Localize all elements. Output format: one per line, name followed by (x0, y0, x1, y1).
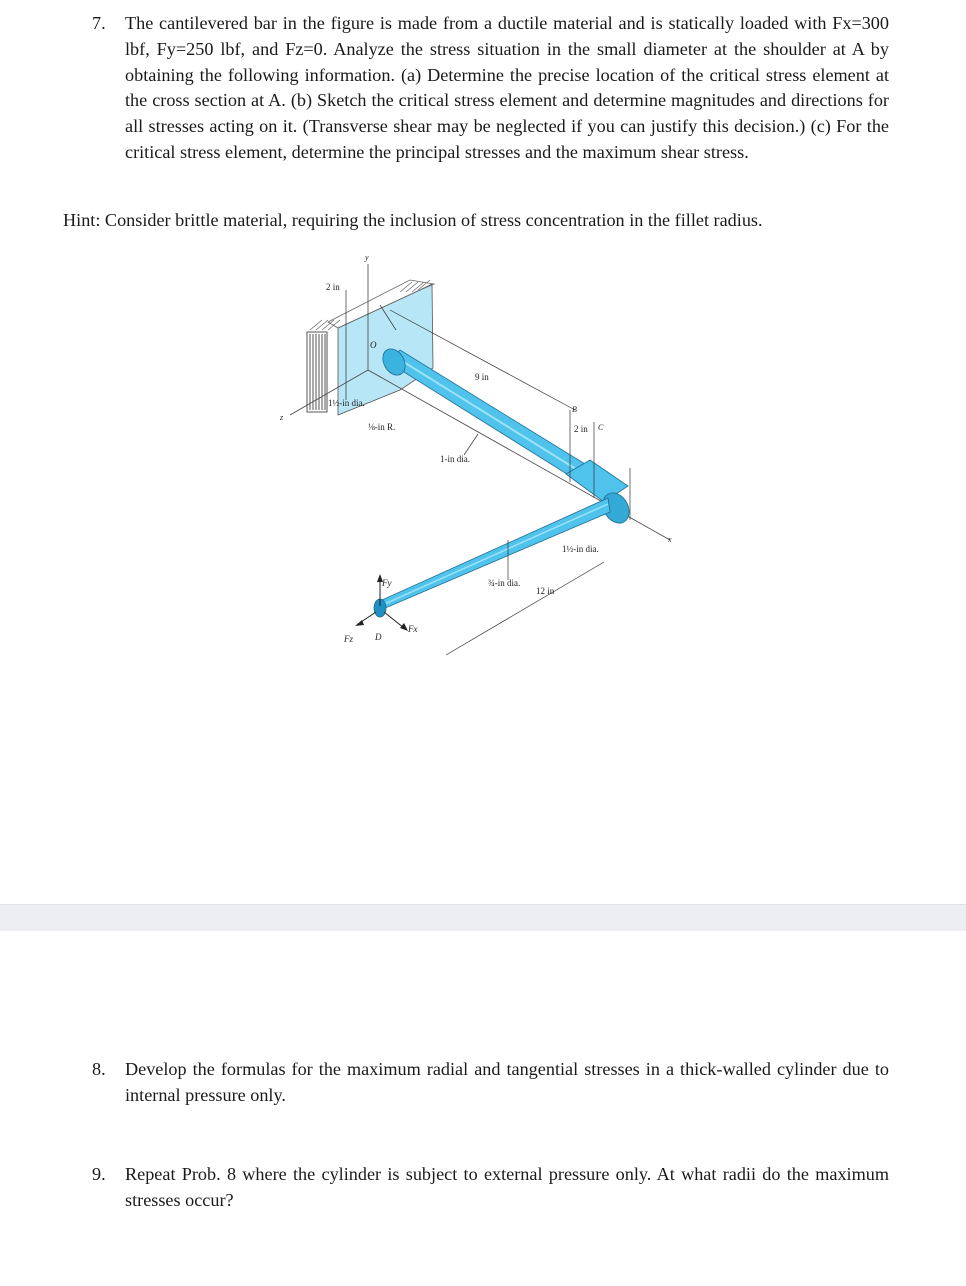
force-Fz: Fz (344, 634, 353, 644)
point-B: B (572, 405, 577, 414)
wall-support (338, 284, 433, 415)
x-axis-label: x (668, 535, 672, 544)
dim-2in-bc: 2 in (574, 424, 588, 434)
problem-7-number: 7. (92, 13, 106, 33)
dia-3-4: ¾-in dia. (488, 578, 521, 588)
dim-9in: 9 in (475, 372, 489, 382)
dim-12in-line (446, 562, 604, 655)
dia-1in: 1-in dia. (440, 454, 470, 464)
problem-9 (92, 1162, 889, 1214)
point-C: C (598, 423, 604, 432)
force-Fx-arrow (384, 612, 404, 628)
problem-7-text: The cantilevered bar in the figure is made from a ductile material and is statically loaded with Fx=300 lbf, Fy=250 lbf, and Fz=0. Analyze the stress situation in the small diameter at the shoulder at A by obtaining the following information. (a) Determine the precise location of the critical stress element at the cross section at A. (b) Sketch the critical stress element and determine magnitudes and directions for all stresses acting on it. (Transverse shear may be neglected if you can justify this decision.) (c) For the critical stress element, determine the principal stresses and the maximum shear stress. (125, 13, 889, 162)
force-Fx: Fx (408, 624, 418, 634)
force-Fy: Fy (382, 578, 392, 588)
problem-9-number: 9. (92, 1164, 106, 1184)
point-O: O (370, 340, 377, 350)
problem-8 (92, 1057, 889, 1109)
dia-1-1-2-left: 1½-in dia. (328, 398, 365, 408)
problem-8-text: Develop the formulas for the maximum radial and tangential stresses in a thick-walled cylinder due to internal pressure only. (125, 1059, 889, 1105)
problem-7 (92, 11, 889, 166)
problem-9-text: Repeat Prob. 8 where the cylinder is subject to external pressure only. At what radii do the maximum stresses occur? (125, 1164, 889, 1210)
section-divider (0, 904, 966, 931)
dia-1-1-2-right: 1½-in dia. (562, 544, 599, 554)
dim-2in-top: 2 in (326, 282, 340, 292)
radius-1-8: ⅛-in R. (368, 422, 396, 432)
z-axis-label: z (280, 413, 284, 422)
y-axis-label: y (365, 253, 369, 262)
wall-left-hatch (307, 332, 327, 412)
hint-text: Hint: Consider brittle material, requiring the inclusion of stress concentration in the fillet radius. (63, 210, 763, 230)
point-D: D (375, 632, 382, 642)
dim-12in: 12 in (536, 586, 555, 596)
cantilever-bar-figure (270, 250, 690, 670)
problem-8-number: 8. (92, 1059, 106, 1079)
